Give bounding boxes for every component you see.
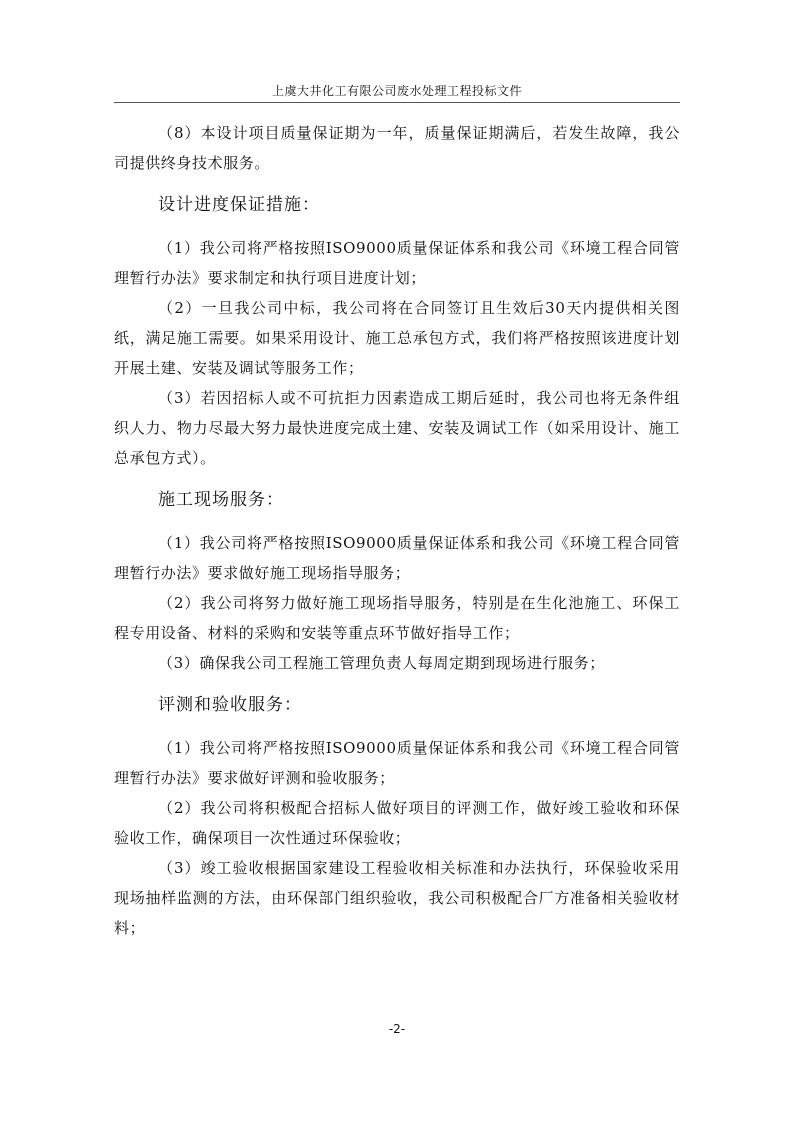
paragraph: （3）竣工验收根据国家建设工程验收相关标准和办法执行，环保验收采用现场抽样监测的方法，由环保部门组织验收，我公司积极配合厂方准备相关验收材料； [114,859,680,937]
paragraph: （1）我公司将严格按照ISO9000质量保证体系和我公司《环境工程合同管理暂行办法》要求做好施工现场指导服务； [114,534,680,582]
paragraph: （2）我公司将积极配合招标人做好项目的评测工作，做好竣工验收和环保验收工作，确保项目一次性通过环保验收； [114,799,680,847]
page-number: -2- [388,1022,406,1036]
paragraph: （1）我公司将严格按照ISO9000质量保证体系和我公司《环境工程合同管理暂行办法》要求制定和执行项目进度计划； [114,239,680,287]
paragraph: （2）一旦我公司中标，我公司将在合同签订且生效后30天内提供相关图纸，满足施工需要。如果采用设计、施工总承包方式，我们将严格按照该进度计划开展土建、安装及调试等服务工作； [114,299,680,377]
section-heading-evaluation-acceptance: 评测和验收服务： [158,695,302,715]
paragraph-item-8: （8）本设计项目质量保证期为一年，质量保证期满后，若发生故障，我公司提供终身技术服务。 [114,124,680,172]
paragraph: （1）我公司将严格按照ISO9000质量保证体系和我公司《环境工程合同管理暂行办法》要求做好评测和验收服务； [114,739,680,787]
section-heading-site-service: 施工现场服务： [158,490,284,510]
header-divider [114,102,680,103]
section-heading-design-schedule: 设计进度保证措施： [158,195,320,215]
paragraph: （3）确保我公司工程施工管理负责人每周定期到现场进行服务； [158,654,605,672]
document-body [114,118,680,943]
page-header: 上虞大井化工有限公司废水处理工程投标文件 [271,84,522,98]
paragraph: （2）我公司将努力做好施工现场指导服务，特别是在生化池施工、环保工程专用设备、材料的采购和安装等重点环节做好指导工作； [114,594,680,642]
paragraph: （3）若因招标人或不可抗拒力因素造成工期后延时，我公司也将无条件组织人力、物力尽最大努力最快进度完成土建、安装及调试工作（如采用设计、施工总承包方式）。 [114,389,680,467]
